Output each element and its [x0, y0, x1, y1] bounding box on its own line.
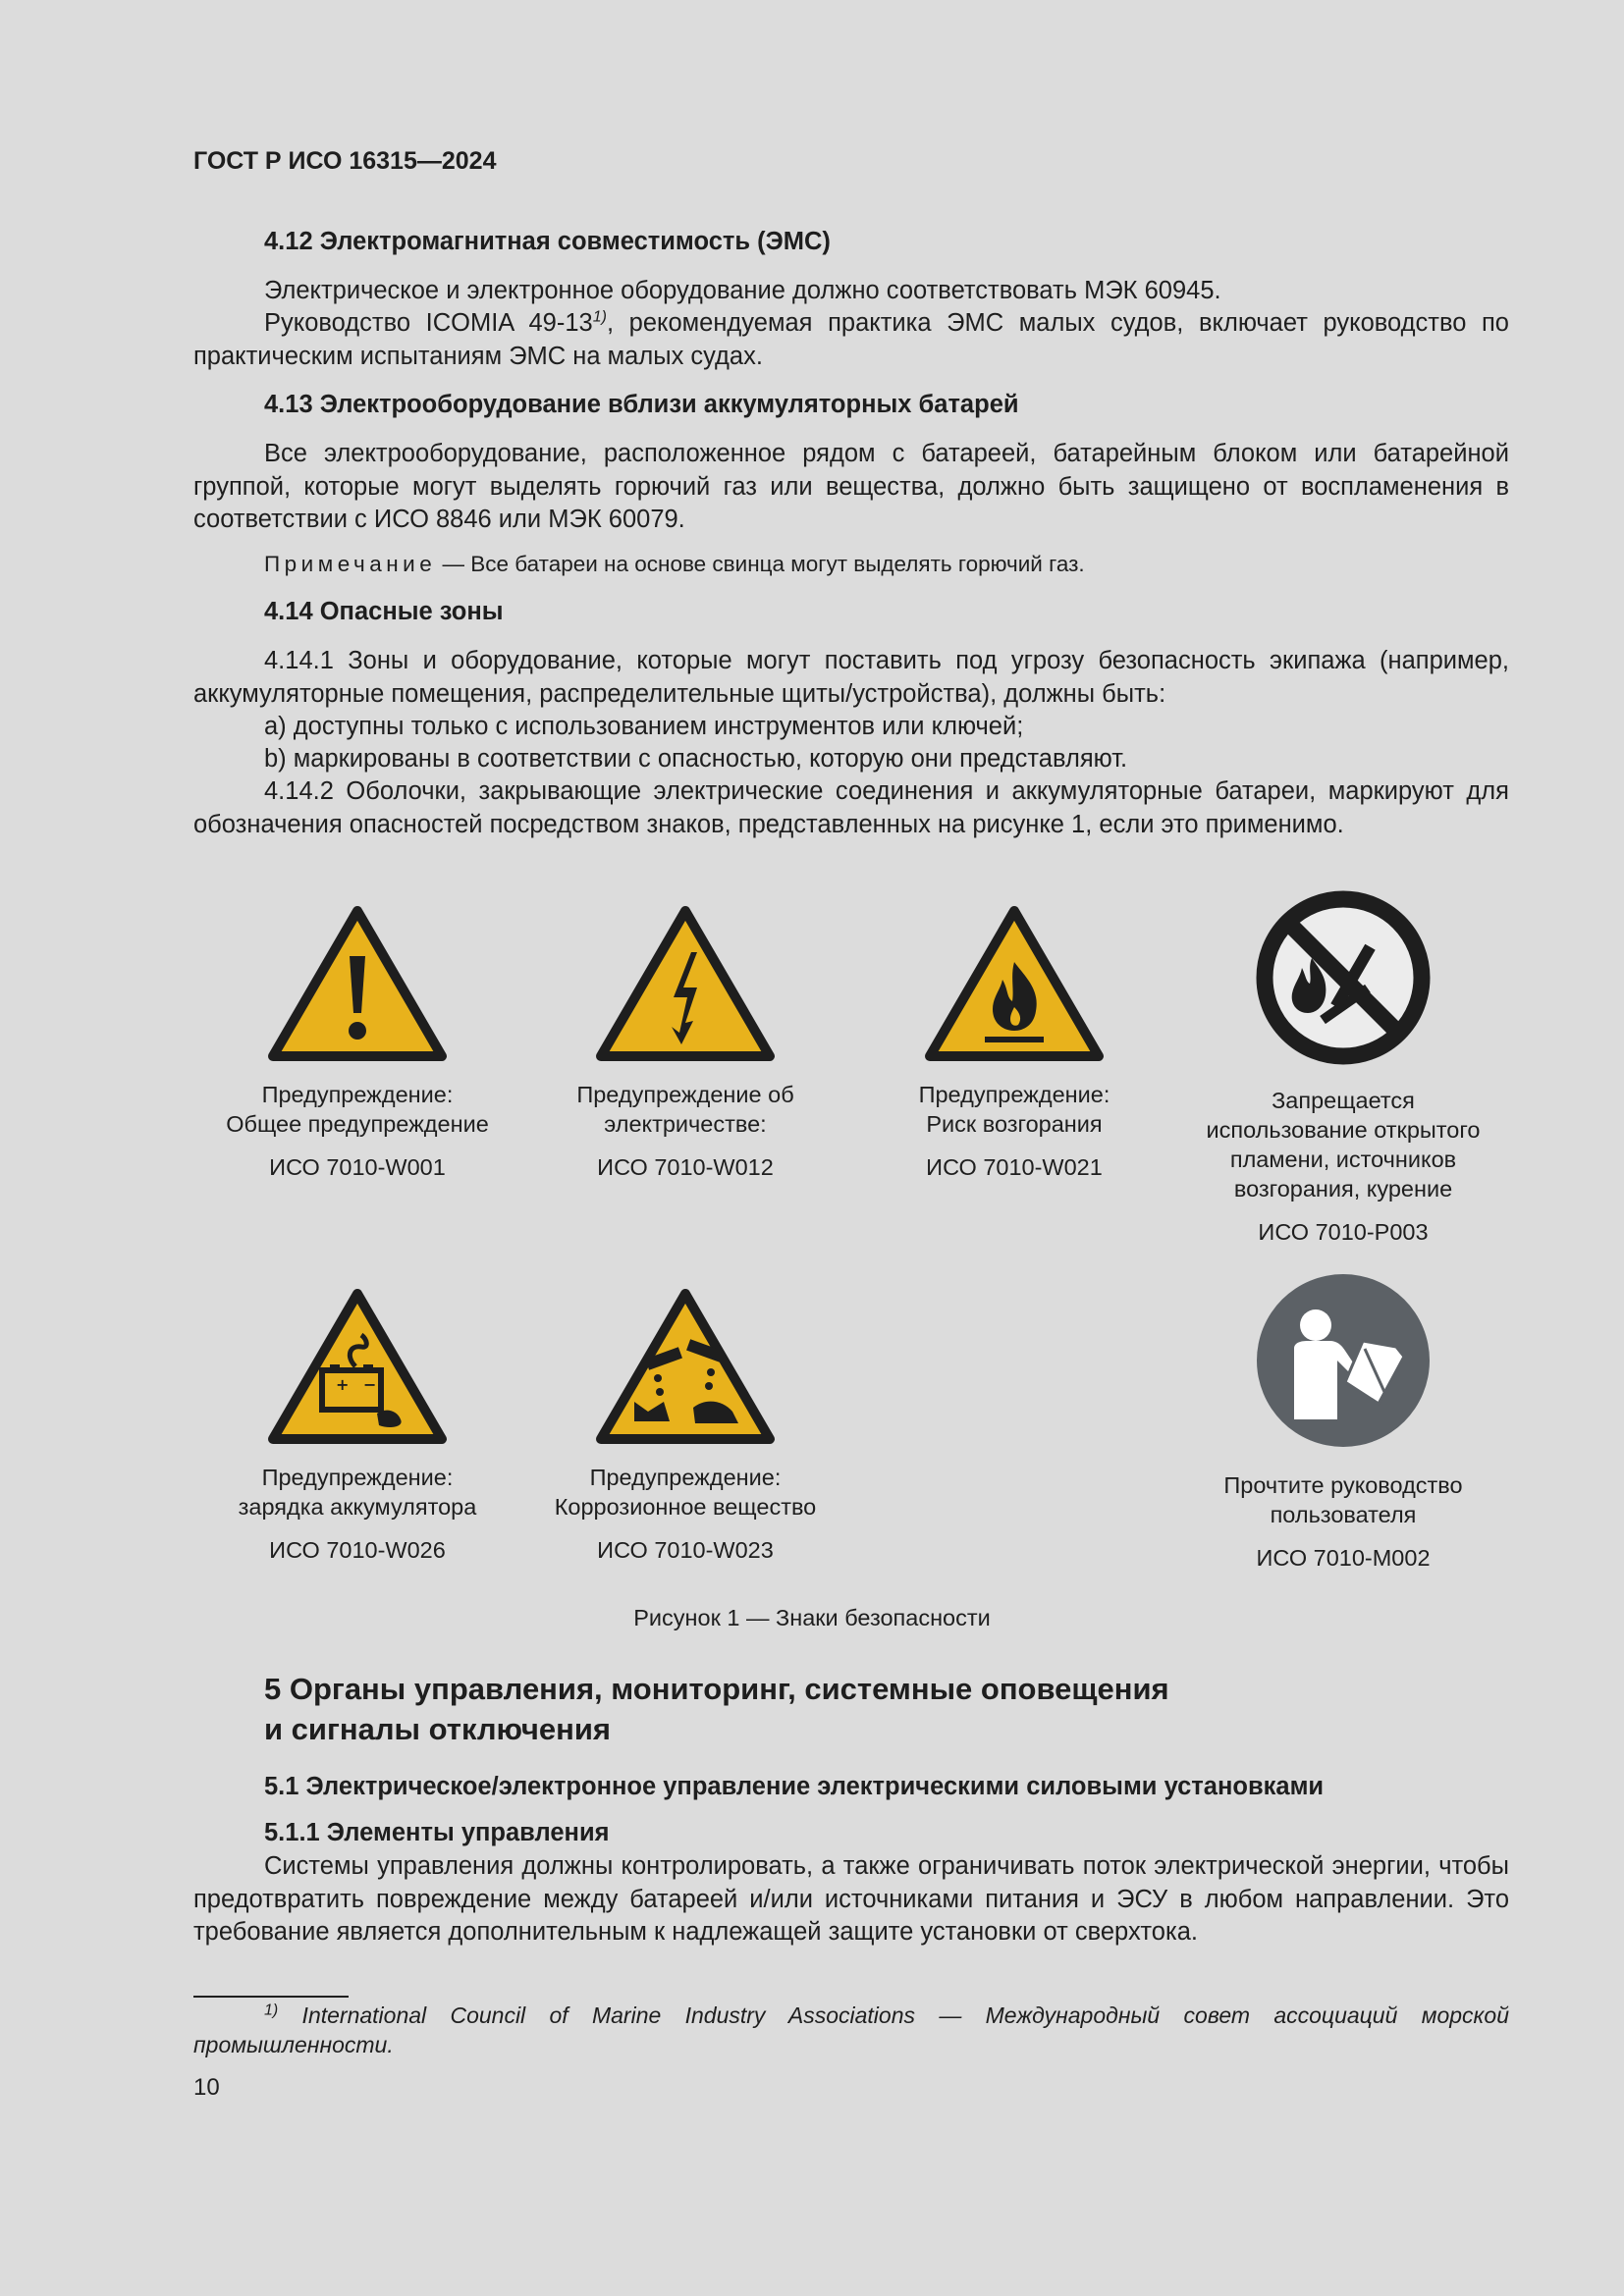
sign-code: ИСО 7010-W012 [597, 1154, 774, 1180]
warning-battery-charging-icon [267, 1288, 448, 1445]
svg-text:−: − [363, 1375, 377, 1394]
warning-electricity-icon [595, 905, 776, 1062]
sign-label-line: пламени, источников [1229, 1147, 1457, 1172]
section-5-1-1-p1: Системы управления должны контролировать, а также ограничивать поток электрической энергии, чтобы предотвратить повреждение между батареей и/или источниками питания и ЭСУ в любом направлении. Это требование является дополнительным к надлежащей защите установки от сверхтока. [193, 1852, 1509, 1946]
sign-label-line: Предупреждение: [261, 1465, 454, 1490]
sign-w001 [200, 905, 514, 1182]
page-number: 10 [193, 2074, 220, 2101]
sign-label-line: Предупреждение: [918, 1082, 1110, 1107]
sign-label-line: Прочтите руководство [1223, 1472, 1463, 1498]
section-4-12-p1: Электрическое и электронное оборудование должно соответствовать МЭК 60945. [264, 277, 1221, 304]
warning-corrosive-icon [595, 1288, 776, 1445]
sign-code: ИСО 7010-W026 [269, 1537, 446, 1563]
section-5-1-1-title: 5.1.1 Элементы управления [264, 1819, 610, 1846]
section-4-14-title: 4.14 Опасные зоны [264, 598, 504, 625]
sign-label-line: зарядка аккумулятора [238, 1494, 477, 1520]
sign-label-line: электричестве: [604, 1111, 767, 1137]
sign-code: ИСО 7010-P003 [1258, 1219, 1429, 1245]
note-label: Примечание [264, 552, 437, 576]
section-4-13-title: 4.13 Электрооборудование вблизи аккумуляторных батарей [264, 391, 1019, 418]
sign-label-line: Коррозионное вещество [554, 1494, 817, 1520]
document-header: ГОСТ Р ИСО 16315—2024 [193, 147, 497, 175]
sign-code: ИСО 7010-W021 [926, 1154, 1103, 1180]
sign-label-line: Запрещается [1272, 1088, 1415, 1113]
section-4-14-2: 4.14.2 Оболочки, закрывающие электрические соединения и аккумуляторные батареи, маркируют для обозначения опасностей посредством знаков, представленных на рисунке 1, если это применимо. [193, 777, 1509, 838]
note-text: — Все батареи на основе свинца могут выделять горючий газ. [436, 552, 1085, 576]
sign-label-line: Общее предупреждение [226, 1111, 489, 1137]
section-4-14-1: 4.14.1 Зоны и оборудование, которые могут поставить под угрозу безопасность экипажа (например, аккумуляторные помещения, распределительные щиты/устройства), должны быть: [193, 647, 1509, 708]
sign-label-line: Предупреждение: [589, 1465, 782, 1490]
sign-m002 [1186, 1272, 1500, 1573]
footnote-mark: 1) [264, 2002, 279, 2019]
footnote-ref: 1) [592, 308, 607, 326]
figure-caption: Рисунок 1 — Знаки безопасности [633, 1605, 991, 1630]
sign-label-line: возгорания, курение [1233, 1176, 1453, 1201]
sign-w026 [200, 1288, 514, 1565]
sign-code: ИСО 7010-W001 [269, 1154, 446, 1180]
note [264, 552, 1085, 577]
section-4-13-p1: Все электрооборудование, расположенное рядом с батареей, батарейным блоком или батарейной группой, которые могут выделять горючий газ или вещества, должно быть защищено от воспламенения в соответствии с ИСО 8846 или МЭК 60079. [193, 440, 1509, 533]
section-5-title-line2: и сигналы отключения [264, 1712, 611, 1746]
sign-label-line: Риск возгорания [926, 1111, 1103, 1137]
sign-w023 [528, 1288, 842, 1565]
warning-flammable-icon [924, 905, 1105, 1062]
footnote-separator [193, 1996, 349, 1998]
read-manual-icon [1255, 1272, 1432, 1449]
section-5-title-line1: 5 Органы управления, мониторинг, системные оповещения [264, 1672, 1169, 1706]
sign-label-line: Предупреждение об [576, 1082, 794, 1107]
sign-code: ИСО 7010-W023 [597, 1537, 774, 1563]
no-open-flame-icon [1255, 889, 1432, 1066]
p2-part-a: Руководство ICOMIA 49-13 [264, 309, 593, 337]
svg-text:+: + [336, 1375, 350, 1394]
sign-label-line: Предупреждение: [261, 1082, 454, 1107]
footnote [193, 2001, 1509, 2059]
section-5-1-title: 5.1 Электрическое/электронное управление электрическими силовыми установками [264, 1773, 1325, 1800]
sign-label-line: пользователя [1270, 1502, 1417, 1527]
list-item-b: b) маркированы в соответствии с опасностью, которую они представляют. [264, 745, 1128, 773]
sign-w012 [528, 905, 842, 1182]
list-item-a: a) доступны только с использованием инструментов или ключей; [264, 713, 1024, 740]
sign-label-line: использование открытого [1206, 1117, 1481, 1143]
sign-w021 [857, 905, 1171, 1182]
section-4-12-title: 4.12 Электромагнитная совместимость (ЭМС) [264, 228, 831, 255]
p2-part-b: , рекомендуемая практика ЭМС малых судов, включает руководство по практическим испытаниям ЭМС на малых судах. [193, 309, 1509, 370]
warning-general-icon [267, 905, 448, 1062]
footnote-text: International Council of Marine Industry Associations — Международный совет ассоциаций морской промышленности. [193, 2002, 1509, 2057]
sign-code: ИСО 7010-M002 [1256, 1545, 1431, 1571]
section-5-title [264, 1669, 1169, 1749]
section-4-12-p2 [193, 307, 1509, 373]
sign-p003 [1186, 889, 1500, 1247]
